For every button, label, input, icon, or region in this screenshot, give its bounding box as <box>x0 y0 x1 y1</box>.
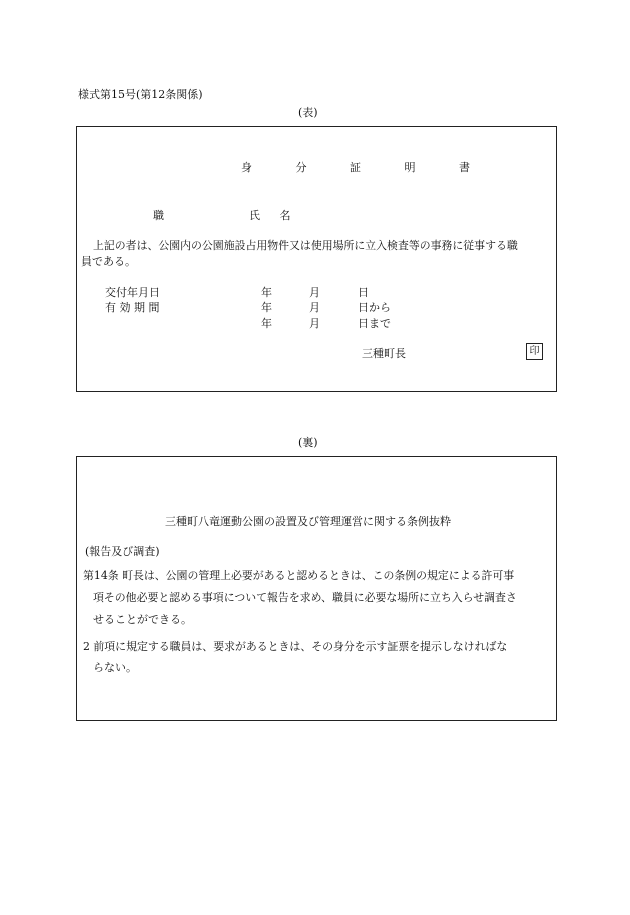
card-title: 身 分 証 明 書 <box>241 161 490 174</box>
validity-until-year: 年 <box>261 317 272 330</box>
article14-line-3: せることができる。 <box>93 613 192 626</box>
article14-line-1: 第14条 町長は、公園の管理上必要があると認めるときは、この条例の規定による許可事 <box>83 569 515 582</box>
id-card-front <box>76 126 557 392</box>
clause2-line-1: 2 前項に規定する職員は、要求があるときは、その身分を示す証票を提示しなければな <box>83 640 508 653</box>
form-number: 様式第15号(第12条関係) <box>78 88 203 101</box>
issue-date-label: 交付年月日 <box>105 286 160 299</box>
front-side-label: (表) <box>298 106 318 119</box>
issue-year: 年 <box>261 286 272 299</box>
validity-label: 有 効 期 間 <box>105 301 160 314</box>
validity-from-month: 月 <box>309 301 320 314</box>
validity-from-day: 日から <box>358 301 391 314</box>
ordinance-title: 三種町八竜運動公園の設置及び管理運営に関する条例抜粋 <box>165 515 451 528</box>
back-side-label: (裏) <box>298 436 318 449</box>
article14-line-2: 項その他必要と認める事項について報告を求め、職員に必要な場所に立ち入らせ調査さ <box>93 591 517 604</box>
statement-line-1: 上記の者は、公園内の公園施設占用物件又は使用場所に立入検査等の事務に従事する職 <box>93 239 518 252</box>
issuer-name: 三種町長 <box>362 347 406 360</box>
issue-month: 月 <box>309 286 320 299</box>
position-label: 職 <box>153 209 164 222</box>
validity-from-year: 年 <box>261 301 272 314</box>
seal-stamp: 印 <box>526 343 543 360</box>
validity-until-day: 日まで <box>358 317 391 330</box>
clause2-line-2: らない。 <box>93 661 137 674</box>
validity-until-month: 月 <box>309 317 320 330</box>
id-card-back <box>76 456 557 721</box>
issue-day: 日 <box>358 286 369 299</box>
statement-line-2: 員である。 <box>81 255 136 268</box>
section-heading: (報告及び調査) <box>85 545 160 558</box>
name-label: 氏 名 <box>249 209 299 222</box>
